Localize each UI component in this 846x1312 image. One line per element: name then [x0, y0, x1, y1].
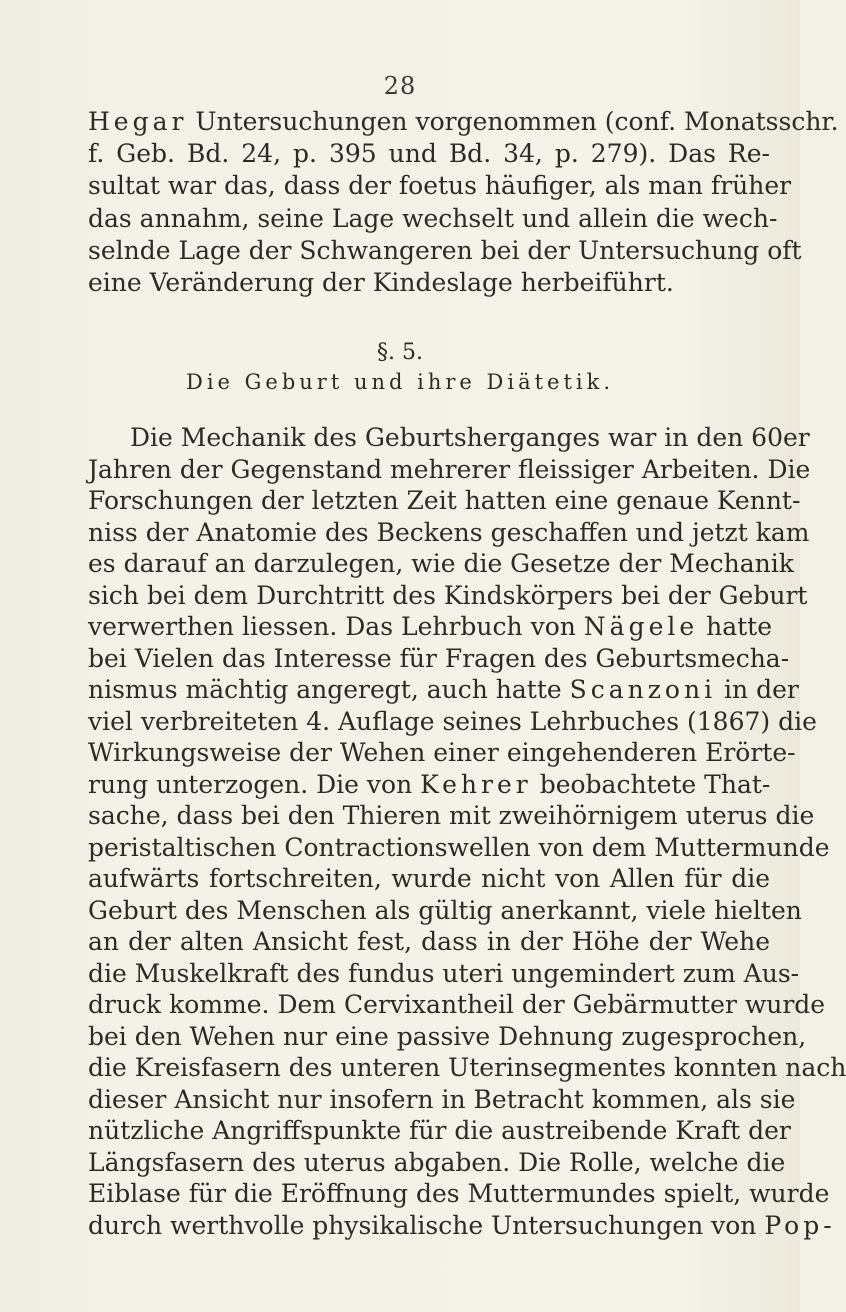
text-line: verwerthen liessen. Das Lehrbuch von Nägele hatte	[88, 612, 773, 641]
author-name: Kehrer	[420, 769, 532, 799]
section-title: Die Geburt und ihre Diätetik.	[185, 370, 615, 394]
text-line: Eiblase für die Eröffnung des Muttermundes spielt, wurde	[88, 1179, 830, 1208]
text-line: sultat war das, dass der foetus häufiger, als man früher	[88, 171, 792, 201]
text-line: es darauf an darzulegen, wie die Gesetze der Mechanik	[88, 549, 794, 578]
text-line: sache, dass bei den Thieren mit zweihörnigem uterus die	[88, 801, 815, 830]
text-line: Forschungen der letzten Zeit hatten eine genaue Kennt-	[88, 486, 801, 515]
author-name: Pop-	[764, 1210, 836, 1240]
text-line: Geburt des Menschen als gültig anerkannt, viele hielten	[88, 895, 802, 925]
section-number: §. 5.	[377, 340, 423, 365]
text-line: nützliche Angriffspunkte für die austreibende Kraft der	[88, 1116, 791, 1145]
text-line: Hegar Untersuchungen vorgenommen (conf. Monatsschr.	[88, 107, 839, 136]
text-line: Längsfasern des uterus abgaben. Die Rolle, welche die	[88, 1147, 786, 1177]
text-line: aufwärts fortschreiten, wurde nicht von Allen für die	[88, 864, 770, 893]
text-line: Jahren der Gegenstand mehrerer fleissiger Arbeiten. Die	[88, 454, 811, 484]
paragraph	[88, 422, 846, 1241]
text-line: sich bei dem Durchtritt des Kindskörpers bei der Geburt	[88, 580, 808, 610]
text-line: peristaltischen Contractionswellen von dem Muttermunde	[88, 832, 830, 862]
text-line: Wirkungsweise der Wehen einer eingehenderen Erörte-	[88, 738, 796, 767]
text-line: das annahm, seine Lage wechselt und allein die wech-	[88, 203, 778, 233]
author-name: Hegar	[88, 107, 188, 136]
text-line: bei Vielen das Interesse für Fragen des Geburtsmecha-	[88, 643, 790, 673]
page-number: 28	[383, 72, 417, 100]
text-line: niss der Anatomie des Beckens geschaffen und jetzt kam	[88, 517, 810, 547]
author-name: Nägele	[583, 612, 699, 641]
text-line: selnde Lage der Schwangeren bei der Untersuchung oft	[88, 235, 802, 265]
text-line: druck komme. Dem Cervixantheil der Gebärmutter wurde	[88, 990, 826, 1019]
text-line: viel verbreiteten 4. Auflage seines Lehrbuches (1867) die	[88, 706, 817, 736]
text-line: eine Veränderung der Kindeslage herbeiführt.	[88, 268, 674, 298]
text-line: die Kreisfasern des unteren Uterinsegmentes konnten nach	[88, 1053, 846, 1082]
text-line: dieser Ansicht nur insofern in Betracht kommen, als sie	[88, 1084, 796, 1114]
author-name: Scanzoni	[569, 675, 717, 704]
text-line: nismus mächtig angeregt, auch hatte Scanzoni in der	[88, 675, 799, 704]
text-line: f. Geb. Bd. 24, p. 395 und Bd. 34, p. 279). Das Re-	[88, 139, 770, 169]
text-line: rung unterzogen. Die von Kehrer beobachtete That-	[88, 769, 771, 799]
text-line: bei den Wehen nur eine passive Dehnung zugesprochen,	[88, 1021, 807, 1051]
text-line: an der alten Ansicht fest, dass in der Höhe der Wehe	[88, 927, 770, 956]
text-line: durch werthvolle physikalische Untersuchungen von Pop-	[88, 1210, 836, 1240]
text-line: die Muskelkraft des fundus uteri ungemindert zum Aus-	[88, 958, 800, 988]
text-line: Die Mechanik des Geburtsherganges war in den 60er	[130, 423, 810, 452]
paragraph-continuation	[88, 106, 839, 299]
